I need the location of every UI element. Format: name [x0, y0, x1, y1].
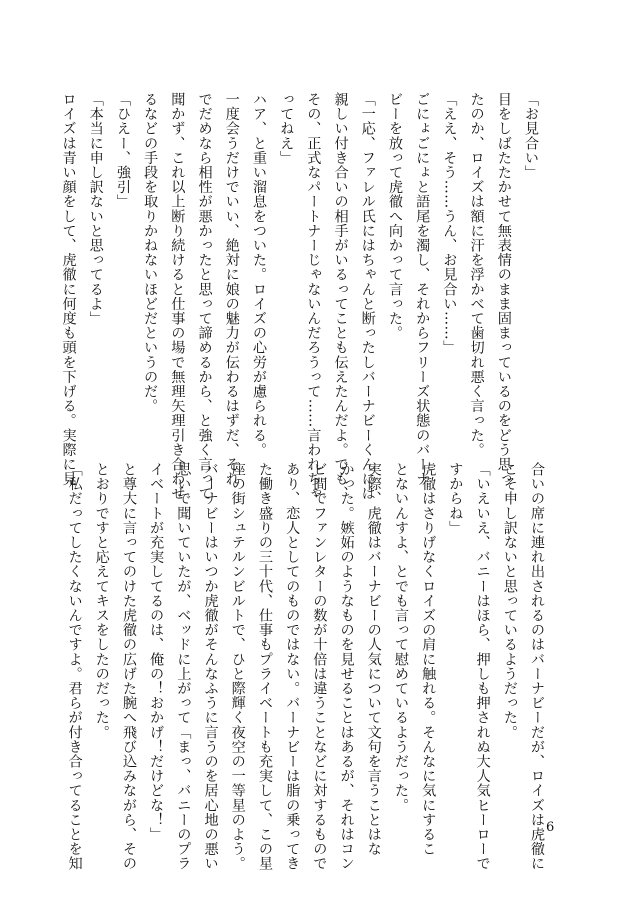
text-line: 座の街シュテルンビルトで、ひと際輝く夜空の一等星のよう。: [229, 462, 246, 871]
text-line: 目をしばたたかせて無表情のまま固まっているのをどう思っ: [495, 92, 512, 487]
text-line: ごにょごにょと語尾を濁し、それからフリーズ状態のバーナ: [414, 92, 431, 487]
text-line: ビーを放って虎徹へ向かって言った。: [386, 92, 403, 341]
text-line: 実際、虎徹はバーナビーの人気について文句を言うことはな: [365, 462, 382, 857]
text-line: たのか、ロイズは額に汗を浮かべて歯切れ悪く言った。: [468, 92, 485, 457]
text-line: るなどの手段を取りかねないほどだというのだ。: [142, 92, 159, 414]
text-line: バーナビーはいつか虎徹がそんなふうに言うのを居心地の悪い: [202, 462, 219, 871]
text-line: すからね」: [447, 462, 464, 535]
text-line: と尊大に言ってのけた虎徹の広げた腕へ飛び込みながら、その: [120, 462, 137, 871]
text-line: ビ間でファンレターの数が十倍は違うことなどに対するもので: [311, 462, 328, 871]
text-line: 思いで聞いていたが、ベッドに上がって「まっ、バニーのプラ: [175, 462, 192, 871]
text-line: た働き盛りの三十代、仕事もプライベートも充実して、この星: [256, 462, 273, 871]
text-line: 虎徹はさりげなくロイズの肩に触れる。そんなに気にするこ: [420, 462, 437, 857]
text-line: 「ええ、そう……うん、お見合い……」: [441, 92, 458, 355]
text-line: 「ひえー、強引」: [114, 92, 131, 209]
text-line: 「一応、ファレル氏にはちゃんと断ったしバーナビーくんには: [359, 92, 376, 501]
text-line: 「私だってしたくないんですよ。君らが付き合ってることを知: [66, 462, 83, 871]
text-block-bottom: [66, 462, 550, 871]
text-line: あり、恋人としてのものではない。バーナビーは脂の乗ってき: [284, 462, 301, 871]
text-line: その、正式なパートナーじゃないんだろうって……言われちゃ: [305, 92, 322, 501]
text-line: こそ申し訳ないと思っているようだった。: [501, 462, 518, 740]
text-line: でだめなら相性が悪かったと思って諦めるから、と強く言って: [196, 92, 213, 501]
text-line: 親しい付き合いの相手がいるってことも伝えたんだよ。でも、: [332, 92, 349, 501]
text-line: とおりですと応えてキスをしたのだった。: [93, 462, 110, 740]
text-line: ロイズは青い顔をして、虎徹に何度も頭を下げる。実際に見: [60, 92, 77, 487]
text-line: 聞かず、これ以上断り続けると仕事の場で無理矢理引き合わせ: [169, 92, 186, 501]
text-line: 合いの席に連れ出されるのはバーナビーだが、ロイズは虎徹に: [529, 462, 545, 871]
text-line: ハア、と重い溜息をついた。ロイズの心労が慮られる。: [250, 92, 267, 457]
text-line: 一度会うだけでいい、絶対に娘の魅力が伝わるはずだ、それ: [223, 92, 240, 487]
text-line: とないんすよ、とでも言って慰めているようだった。: [392, 462, 409, 813]
text-line: イベートが充実してるのは、俺の！おかげ！だけどな！」: [148, 462, 165, 842]
text-line: かった。嫉妬のようなものを見せることはあるが、それはコン: [338, 462, 355, 871]
text-line: 「お見合い」: [523, 92, 539, 180]
page-number: 6: [546, 820, 555, 835]
text-line: 「本当に申し訳ないと思ってるよ」: [87, 92, 104, 326]
text-line: 「いえいえ、バニーはほら、押しも押されぬ大人気ヒーローで: [474, 462, 491, 871]
text-line: ってねえ」: [278, 92, 295, 165]
